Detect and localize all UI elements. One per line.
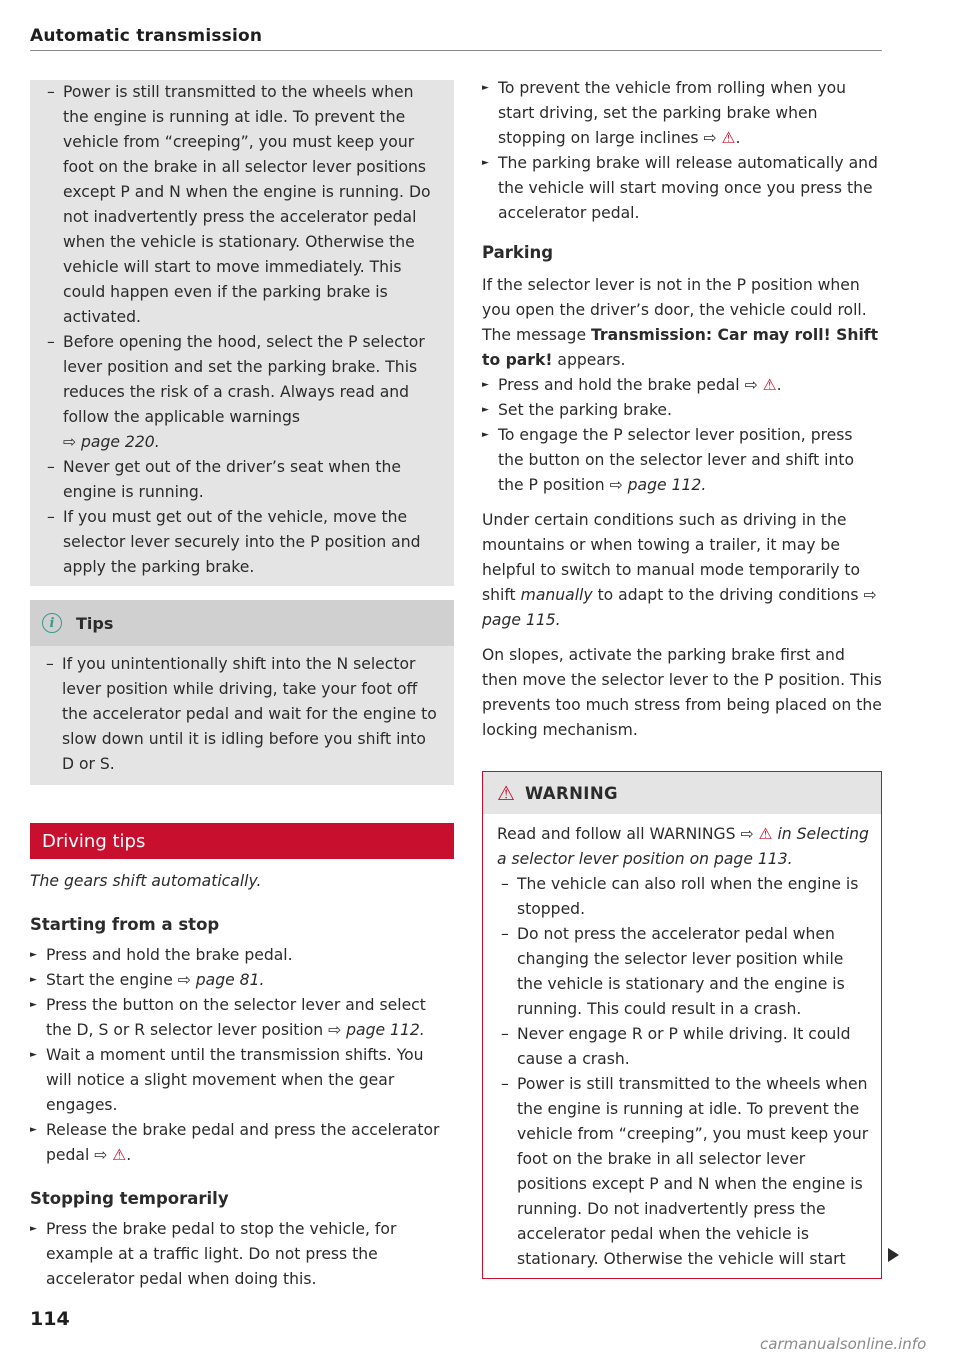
step-item: ► To prevent the vehicle from rolling when you start driving, set the parking brake when stopping on large inclines ⇨ ⚠. — [482, 76, 882, 151]
page-number: 114 — [30, 1308, 70, 1330]
stopping-heading: Stopping temporarily — [30, 1189, 229, 1208]
tips-body — [30, 646, 454, 785]
step-item: ► Press the button on the selector lever and select the D, S or R selector lever position ⇨ page 112. — [30, 993, 454, 1043]
warning-triangle-icon[interactable]: ⚠ — [112, 1146, 127, 1164]
step-item: ► Wait a moment until the transmission shifts. You will notice a slight movement when the gear engages. — [30, 1043, 454, 1118]
page-reference-link[interactable]: ⇨ page 115. — [482, 586, 877, 629]
warning-header — [483, 772, 881, 814]
warning-continued-box — [30, 80, 454, 586]
step-item: ► Start the engine ⇨ page 81. — [30, 968, 454, 993]
info-icon: i — [42, 613, 62, 633]
step-item: ► Press and hold the brake pedal ⇨ ⚠. — [482, 373, 882, 398]
page-reference-link[interactable]: ⇨ page 220. — [63, 433, 160, 451]
stopping-steps — [30, 1217, 454, 1292]
page-header — [30, 26, 882, 51]
step-item: ► To engage the P selector lever position, press the button on the selector lever and shift into the P position ⇨ page 112. — [482, 423, 882, 498]
step-item: ► Press the brake pedal to stop the vehicle, for example at a traffic light. Do not press the accelerator pedal when doing this. — [30, 1217, 454, 1292]
warning-box — [482, 771, 882, 1279]
header-title: Automatic transmission — [30, 26, 263, 46]
continue-arrow-icon — [888, 1248, 899, 1262]
warning-item: – Never engage R or P while driving. It could cause a crash. — [497, 1022, 869, 1072]
warning-title: WARNING — [524, 783, 618, 803]
warning-item: – Never get out of the driver’s seat when the engine is running. — [43, 455, 441, 505]
warning-item: – Do not press the accelerator pedal when changing the selector lever position while the vehicle is stationary and the engine is running. This could result in a crash. — [497, 922, 869, 1022]
section-subtitle: The gears shift automatically. — [30, 872, 262, 890]
slopes-paragraph: On slopes, activate the parking brake first and then move the selector lever to the P position. This prevents too much stress from being placed on the locking mechanism. — [482, 646, 882, 739]
warning-item: – The vehicle can also roll when the engine is stopped. — [497, 872, 869, 922]
warning-item: – Power is still transmitted to the wheels when the engine is running at idle. To prevent the vehicle from “creeping”, you must keep your foot on the brake in all selector lever positions except P and N when the engine is running. Do not inadvertently press the accelerator pedal when the vehicle is stationary. Otherwise the vehicle will start — [497, 1072, 869, 1272]
right-column — [482, 76, 882, 1279]
parking-heading: Parking — [482, 243, 554, 262]
top-steps — [482, 76, 882, 226]
page-reference-link[interactable]: in Selecting a selector lever position on page 113. — [497, 825, 869, 868]
parking-steps — [482, 373, 882, 498]
step-item: ► Set the parking brake. — [482, 398, 882, 423]
warning-item: – Power is still transmitted to the wheels when the engine is running at idle. To prevent the vehicle from “creeping”, you must keep your foot on the brake in all selector lever positions except P and N when the engine is running. Do not inadvertently press the accelerator pedal when the vehicle is stationary. Otherwise the vehicle will start to move immediately. This could happen even if the parking brake is activated. — [43, 80, 441, 330]
watermark: carmanualsonline.info — [760, 1335, 927, 1353]
tips-header — [30, 600, 454, 646]
warning-triangle-icon: ⚠ — [497, 780, 515, 805]
page-reference-link[interactable]: ⇨ page 112. — [328, 1021, 425, 1039]
left-column — [30, 80, 454, 1292]
message-text: Transmission: Car may roll! Shift to park! — [482, 326, 879, 369]
warning-triangle-icon[interactable]: ⚠ — [758, 825, 773, 843]
warning-triangle-icon[interactable]: ⚠ — [721, 129, 736, 147]
tips-title: Tips — [76, 613, 114, 633]
warning-triangle-icon[interactable]: ⚠ — [762, 376, 777, 394]
starting-steps — [30, 943, 454, 1168]
starting-heading: Starting from a stop — [30, 915, 220, 934]
warning-item: – If you must get out of the vehicle, move the selector lever securely into the P position and apply the parking brake. — [43, 505, 441, 580]
warning-intro: Read and follow all WARNINGS ⇨ ⚠ in Selecting a selector lever position on page 113. — [497, 825, 869, 868]
page-reference-link[interactable]: ⇨ page 112. — [609, 476, 707, 494]
step-item: ► The parking brake will release automatically and the vehicle will start moving once you press the accelerator pedal. — [482, 151, 882, 226]
section-title: Driving tips — [30, 823, 454, 859]
step-item: ► Release the brake pedal and press the accelerator pedal ⇨ ⚠. — [30, 1118, 454, 1168]
page-reference-link[interactable]: ⇨ page 81. — [177, 971, 265, 989]
warning-item: – Before opening the hood, select the P selector lever position and set the parking brake. This reduces the risk of a crash. Always read and follow the applicable warnings ⇨ page 220. — [43, 330, 441, 455]
warning-body — [483, 814, 881, 1278]
tips-item: – If you unintentionally shift into the N selector lever position while driving, take your foot off the accelerator pedal and wait for the engine to slow down until it is idling before you shift into D or S. — [42, 652, 442, 777]
parking-paragraph: If the selector lever is not in the P position when you open the driver’s door, the vehicle could roll. The message Transmission: Car may roll! Shift to park! appears. — [482, 276, 879, 369]
step-item: ► Press and hold the brake pedal. — [30, 943, 454, 968]
manual-mode-paragraph: Under certain conditions such as driving in the mountains or when towing a trailer, it may be helpful to switch to manual mode temporarily to shift manually to adapt to the driving conditions ⇨ page 115. — [482, 511, 877, 629]
